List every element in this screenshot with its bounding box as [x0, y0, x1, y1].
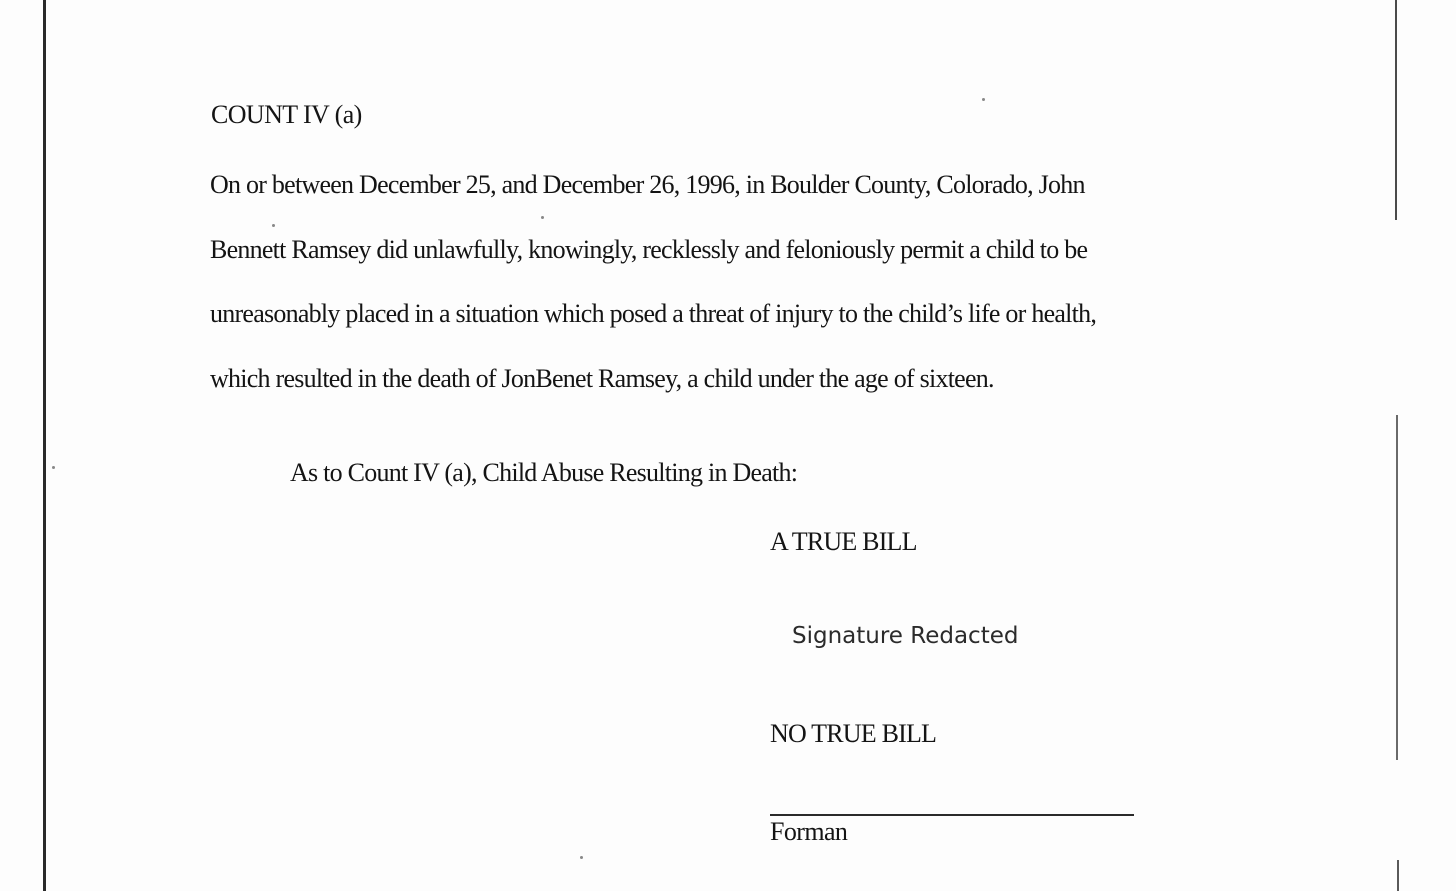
count-designation-line: As to Count IV (a), Child Abuse Resulting in Death: [290, 458, 798, 487]
signature-redacted-note: Signature Redacted [792, 623, 1019, 649]
scan-speck [272, 224, 275, 227]
scan-speck [52, 466, 55, 469]
scan-speck [541, 216, 544, 219]
scan-speck [982, 98, 985, 101]
charge-text-line-4: which resulted in the death of JonBenet Ramsey, a child under the age of sixteen. [210, 364, 994, 393]
scan-speck [580, 856, 583, 859]
no-true-bill-label: NO TRUE BILL [770, 719, 937, 748]
page-right-edge-middle [1396, 415, 1398, 760]
page-right-edge-top [1395, 0, 1397, 220]
true-bill-label: A TRUE BILL [770, 527, 917, 556]
page-left-edge [43, 0, 46, 891]
foreman-label: Forman [770, 817, 848, 846]
charge-text-line-2: Bennett Ramsey did unlawfully, knowingly, recklessly and feloniously permit a child to be [210, 235, 1088, 264]
charge-text-line-1: On or between December 25, and December 26, 1996, in Boulder County, Colorado, John [210, 170, 1085, 199]
count-heading: COUNT IV (a) [211, 100, 362, 129]
foreman-signature-line [770, 814, 1134, 816]
page-right-edge-bottom [1397, 860, 1399, 891]
charge-text-line-3: unreasonably placed in a situation which posed a threat of injury to the child’s life or health, [210, 299, 1097, 328]
